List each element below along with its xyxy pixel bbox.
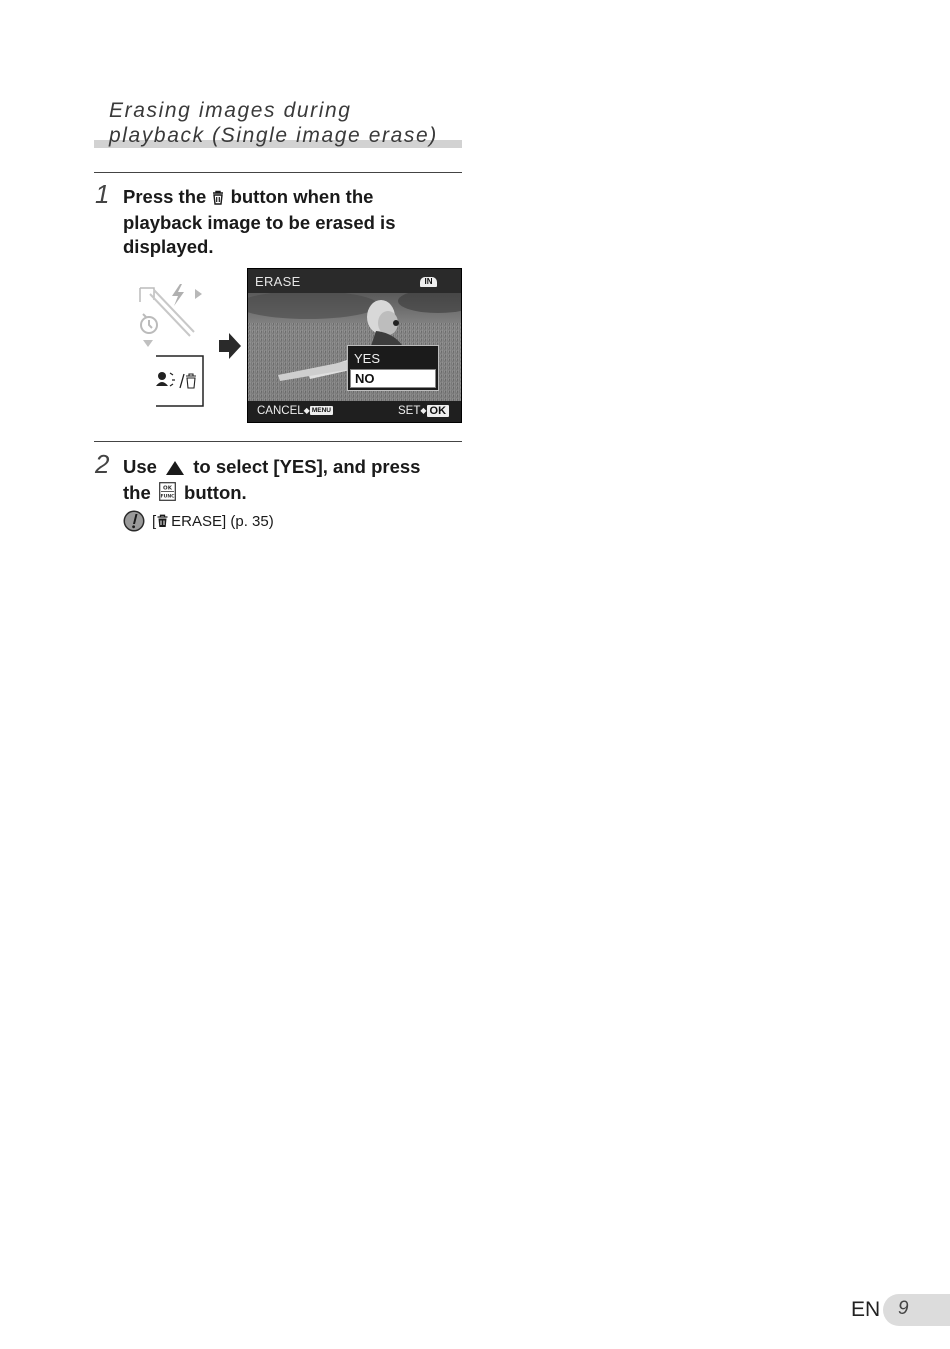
diamond-icon: ◆	[303, 406, 310, 415]
step1-instruction	[123, 185, 463, 259]
step2-text-b: to select [YES], and press	[193, 456, 421, 477]
lcd-title: ERASE	[255, 274, 301, 289]
svg-text:OK: OK	[162, 485, 172, 492]
camera-lcd-screen	[247, 268, 462, 423]
erase-button-outline	[156, 356, 203, 406]
step1-text-b: button when the	[230, 186, 374, 207]
cancel-label: CANCEL	[257, 405, 304, 417]
note-open-bracket: [	[152, 513, 157, 530]
step2-divider	[94, 441, 462, 442]
step1-text-line3: displayed.	[123, 236, 214, 257]
step2-number: 2	[95, 449, 110, 479]
set-hint	[398, 405, 449, 417]
arrow-right-icon	[219, 333, 241, 359]
cancel-hint	[257, 405, 333, 417]
diamond-icon: ◆	[420, 406, 427, 415]
step1-divider	[94, 172, 462, 173]
step2-text-a: Use	[123, 456, 157, 477]
option-no-selected[interactable]	[350, 369, 436, 388]
up-arrow-icon	[166, 457, 184, 481]
section-title	[109, 98, 469, 148]
step1-text-a: Press the	[123, 186, 207, 207]
step2-text-d: button.	[184, 482, 247, 503]
lcd-footer	[248, 401, 461, 422]
option-yes[interactable]: YES	[354, 351, 381, 366]
section-title-line2: playback (Single image erase)	[109, 124, 438, 147]
self-timer-icon	[141, 314, 157, 333]
svg-text:FUNC: FUNC	[160, 494, 175, 500]
step1-number: 1	[95, 179, 110, 209]
language-label: EN	[851, 1298, 881, 1321]
note-text: ERASE] (p. 35)	[171, 513, 274, 530]
step2-instruction	[123, 455, 463, 507]
set-label: SET	[398, 405, 421, 417]
option-no-label: NO	[355, 371, 375, 386]
ok-key-icon: OK	[427, 405, 450, 417]
section-title-line1: Erasing images during	[109, 99, 352, 122]
page-number-tab	[883, 1294, 950, 1326]
ok-func-button-icon	[159, 482, 176, 507]
internal-memory-badge: IN	[420, 277, 437, 287]
camera-controls-illustration	[132, 280, 212, 410]
trash-icon	[211, 187, 225, 211]
caution-icon	[123, 510, 145, 532]
erase-confirm-menu	[347, 345, 439, 391]
step2-text-c: the	[123, 482, 151, 503]
note-reference	[152, 513, 274, 532]
menu-key-icon: MENU	[311, 407, 331, 414]
flash-icon	[172, 284, 202, 306]
down-arrow-icon	[143, 340, 153, 347]
trash-icon	[156, 514, 169, 532]
step1-text-line2: playback image to be erased is	[123, 212, 396, 233]
page-number: 9	[898, 1298, 909, 1319]
